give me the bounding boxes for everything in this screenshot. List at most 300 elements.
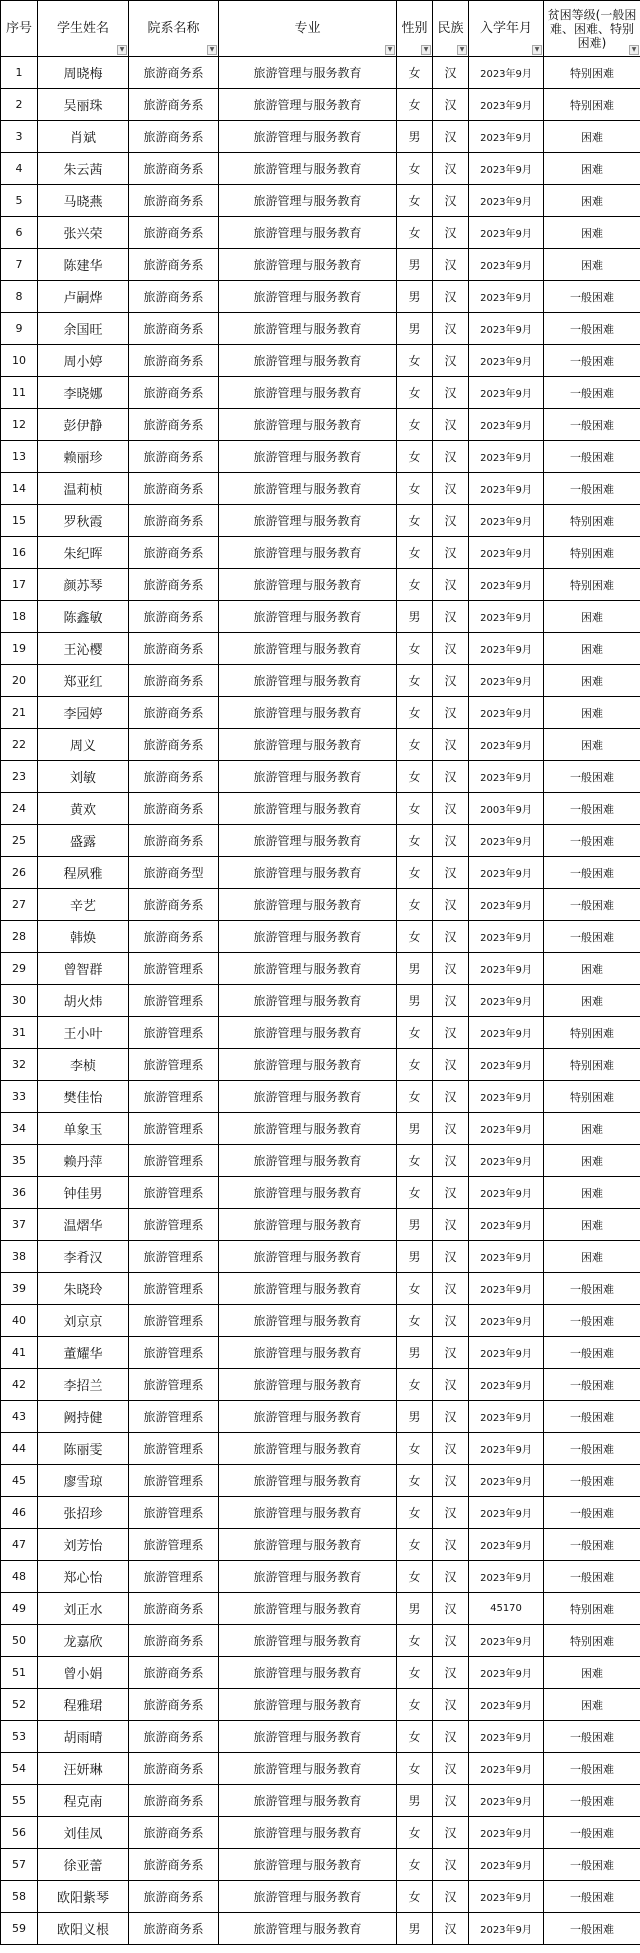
cell-department: 旅游商务系 xyxy=(129,345,219,377)
table-row xyxy=(1,569,640,601)
cell-seq: 51 xyxy=(1,1657,38,1689)
cell-gender: 男 xyxy=(397,953,433,985)
cell-ethnicity: 汉 xyxy=(433,1241,469,1273)
cell-seq: 23 xyxy=(1,761,38,793)
cell-enroll-date: 2023年9月 xyxy=(469,1785,544,1817)
cell-major: 旅游管理与服务教育 xyxy=(219,505,397,537)
table-row xyxy=(1,473,640,505)
cell-enroll-date: 2023年9月 xyxy=(469,1465,544,1497)
cell-gender: 男 xyxy=(397,313,433,345)
cell-seq: 46 xyxy=(1,1497,38,1529)
cell-student-name: 张招珍 xyxy=(38,1497,129,1529)
cell-student-name: 程夙雅 xyxy=(38,857,129,889)
cell-student-name: 汪妍琳 xyxy=(38,1753,129,1785)
cell-department: 旅游商务系 xyxy=(129,185,219,217)
cell-student-name: 胡雨晴 xyxy=(38,1721,129,1753)
cell-department: 旅游管理系 xyxy=(129,1049,219,1081)
cell-enroll-date: 2023年9月 xyxy=(469,441,544,473)
table-row xyxy=(1,1113,640,1145)
dropdown-arrow-icon[interactable]: ▼ xyxy=(117,45,127,55)
table-row xyxy=(1,889,640,921)
cell-department: 旅游管理系 xyxy=(129,1465,219,1497)
cell-student-name: 朱晓玲 xyxy=(38,1273,129,1305)
cell-department: 旅游管理系 xyxy=(129,1561,219,1593)
cell-gender: 女 xyxy=(397,1817,433,1849)
cell-ethnicity: 汉 xyxy=(433,1113,469,1145)
cell-ethnicity: 汉 xyxy=(433,505,469,537)
cell-gender: 女 xyxy=(397,505,433,537)
cell-student-name: 余国旺 xyxy=(38,313,129,345)
table-row xyxy=(1,1785,640,1817)
cell-major: 旅游管理与服务教育 xyxy=(219,1145,397,1177)
cell-seq: 42 xyxy=(1,1369,38,1401)
cell-gender: 女 xyxy=(397,1497,433,1529)
header-department[interactable] xyxy=(129,1,219,57)
table-row xyxy=(1,153,640,185)
cell-ethnicity: 汉 xyxy=(433,1561,469,1593)
cell-student-name: 程克南 xyxy=(38,1785,129,1817)
cell-student-name: 樊佳怡 xyxy=(38,1081,129,1113)
cell-poverty-level: 一般困难 xyxy=(544,825,640,857)
cell-ethnicity: 汉 xyxy=(433,1497,469,1529)
cell-major: 旅游管理与服务教育 xyxy=(219,1017,397,1049)
cell-ethnicity: 汉 xyxy=(433,121,469,153)
cell-poverty-level: 困难 xyxy=(544,1657,640,1689)
cell-major: 旅游管理与服务教育 xyxy=(219,1497,397,1529)
cell-major: 旅游管理与服务教育 xyxy=(219,281,397,313)
header-poverty-level[interactable] xyxy=(544,1,640,57)
cell-poverty-level: 一般困难 xyxy=(544,1305,640,1337)
cell-gender: 女 xyxy=(397,1625,433,1657)
cell-poverty-level: 一般困难 xyxy=(544,793,640,825)
cell-major: 旅游管理与服务教育 xyxy=(219,985,397,1017)
cell-poverty-level: 一般困难 xyxy=(544,1433,640,1465)
cell-seq: 8 xyxy=(1,281,38,313)
cell-gender: 男 xyxy=(397,1113,433,1145)
cell-ethnicity: 汉 xyxy=(433,825,469,857)
cell-poverty-level: 困难 xyxy=(544,1689,640,1721)
cell-poverty-level: 困难 xyxy=(544,697,640,729)
cell-seq: 7 xyxy=(1,249,38,281)
cell-department: 旅游商务系 xyxy=(129,697,219,729)
cell-seq: 21 xyxy=(1,697,38,729)
cell-student-name: 张兴荣 xyxy=(38,217,129,249)
cell-student-name: 李园婷 xyxy=(38,697,129,729)
cell-major: 旅游管理与服务教育 xyxy=(219,601,397,633)
cell-ethnicity: 汉 xyxy=(433,1785,469,1817)
cell-poverty-level: 困难 xyxy=(544,633,640,665)
cell-seq: 19 xyxy=(1,633,38,665)
cell-department: 旅游商务系 xyxy=(129,1657,219,1689)
header-label: 入学年月 xyxy=(479,21,532,36)
cell-student-name: 王小叶 xyxy=(38,1017,129,1049)
cell-department: 旅游商务系 xyxy=(129,921,219,953)
cell-poverty-level: 困难 xyxy=(544,953,640,985)
table-row xyxy=(1,313,640,345)
cell-poverty-level: 特别困难 xyxy=(544,89,640,121)
table-row xyxy=(1,1273,640,1305)
table-row xyxy=(1,1049,640,1081)
cell-major: 旅游管理与服务教育 xyxy=(219,1625,397,1657)
table-row xyxy=(1,1369,640,1401)
cell-seq: 47 xyxy=(1,1529,38,1561)
cell-department: 旅游商务系 xyxy=(129,1849,219,1881)
cell-enroll-date: 2023年9月 xyxy=(469,1081,544,1113)
cell-gender: 女 xyxy=(397,1657,433,1689)
table-row xyxy=(1,665,640,697)
header-gender[interactable] xyxy=(397,1,433,57)
cell-major: 旅游管理与服务教育 xyxy=(219,1593,397,1625)
cell-gender: 女 xyxy=(397,409,433,441)
cell-seq: 39 xyxy=(1,1273,38,1305)
cell-enroll-date: 2023年9月 xyxy=(469,345,544,377)
cell-seq: 18 xyxy=(1,601,38,633)
dropdown-arrow-icon[interactable]: ▼ xyxy=(421,45,431,55)
cell-seq: 55 xyxy=(1,1785,38,1817)
cell-major: 旅游管理与服务教育 xyxy=(219,1433,397,1465)
cell-gender: 女 xyxy=(397,857,433,889)
cell-seq: 5 xyxy=(1,185,38,217)
cell-ethnicity: 汉 xyxy=(433,153,469,185)
cell-ethnicity: 汉 xyxy=(433,953,469,985)
header-label: 院系名称 xyxy=(147,21,200,36)
cell-ethnicity: 汉 xyxy=(433,1177,469,1209)
cell-poverty-level: 一般困难 xyxy=(544,889,640,921)
cell-poverty-level: 一般困难 xyxy=(544,1785,640,1817)
cell-major: 旅游管理与服务教育 xyxy=(219,921,397,953)
cell-major: 旅游管理与服务教育 xyxy=(219,697,397,729)
cell-poverty-level: 一般困难 xyxy=(544,1529,640,1561)
cell-ethnicity: 汉 xyxy=(433,601,469,633)
cell-ethnicity: 汉 xyxy=(433,921,469,953)
cell-department: 旅游商务系 xyxy=(129,505,219,537)
table-row xyxy=(1,1337,640,1369)
cell-gender: 男 xyxy=(397,1785,433,1817)
table-row xyxy=(1,1625,640,1657)
cell-major: 旅游管理与服务教育 xyxy=(219,1753,397,1785)
cell-enroll-date: 2023年9月 xyxy=(469,1689,544,1721)
cell-poverty-level: 特别困难 xyxy=(544,1625,640,1657)
dropdown-arrow-icon[interactable]: ▼ xyxy=(532,45,542,55)
cell-ethnicity: 汉 xyxy=(433,249,469,281)
header-major[interactable] xyxy=(219,1,397,57)
cell-poverty-level: 一般困难 xyxy=(544,377,640,409)
cell-ethnicity: 汉 xyxy=(433,793,469,825)
cell-seq: 38 xyxy=(1,1241,38,1273)
cell-major: 旅游管理与服务教育 xyxy=(219,857,397,889)
header-label: 性别 xyxy=(401,21,428,36)
table-row xyxy=(1,57,640,89)
cell-gender: 女 xyxy=(397,1465,433,1497)
cell-department: 旅游管理系 xyxy=(129,1529,219,1561)
cell-ethnicity: 汉 xyxy=(433,1081,469,1113)
cell-student-name: 刘芳怡 xyxy=(38,1529,129,1561)
cell-gender: 男 xyxy=(397,1337,433,1369)
cell-student-name: 曾智群 xyxy=(38,953,129,985)
cell-seq: 35 xyxy=(1,1145,38,1177)
cell-major: 旅游管理与服务教育 xyxy=(219,1561,397,1593)
cell-student-name: 刘敏 xyxy=(38,761,129,793)
cell-poverty-level: 一般困难 xyxy=(544,857,640,889)
cell-major: 旅游管理与服务教育 xyxy=(219,537,397,569)
cell-ethnicity: 汉 xyxy=(433,409,469,441)
cell-enroll-date: 2023年9月 xyxy=(469,1497,544,1529)
cell-department: 旅游管理系 xyxy=(129,953,219,985)
cell-poverty-level: 一般困难 xyxy=(544,1401,640,1433)
cell-poverty-level: 特别困难 xyxy=(544,1593,640,1625)
cell-poverty-level: 困难 xyxy=(544,1209,640,1241)
cell-ethnicity: 汉 xyxy=(433,985,469,1017)
cell-enroll-date: 2023年9月 xyxy=(469,1273,544,1305)
cell-major: 旅游管理与服务教育 xyxy=(219,377,397,409)
table-row xyxy=(1,1593,640,1625)
cell-department: 旅游商务系 xyxy=(129,537,219,569)
cell-student-name: 彭伊静 xyxy=(38,409,129,441)
cell-ethnicity: 汉 xyxy=(433,441,469,473)
cell-poverty-level: 一般困难 xyxy=(544,1849,640,1881)
table-row xyxy=(1,1689,640,1721)
cell-ethnicity: 汉 xyxy=(433,313,469,345)
cell-enroll-date: 2023年9月 xyxy=(469,1721,544,1753)
cell-poverty-level: 特别困难 xyxy=(544,1017,640,1049)
cell-gender: 女 xyxy=(397,1561,433,1593)
cell-student-name: 刘京京 xyxy=(38,1305,129,1337)
cell-enroll-date: 2023年9月 xyxy=(469,1177,544,1209)
table-row xyxy=(1,1753,640,1785)
cell-student-name: 温熠华 xyxy=(38,1209,129,1241)
cell-major: 旅游管理与服务教育 xyxy=(219,57,397,89)
cell-enroll-date: 2023年9月 xyxy=(469,953,544,985)
dropdown-arrow-icon[interactable]: ▼ xyxy=(207,45,217,55)
cell-seq: 57 xyxy=(1,1849,38,1881)
cell-department: 旅游商务系 xyxy=(129,601,219,633)
cell-department: 旅游管理系 xyxy=(129,1017,219,1049)
cell-department: 旅游管理系 xyxy=(129,1177,219,1209)
cell-major: 旅游管理与服务教育 xyxy=(219,153,397,185)
cell-seq: 6 xyxy=(1,217,38,249)
cell-poverty-level: 一般困难 xyxy=(544,1369,640,1401)
cell-enroll-date: 45170 xyxy=(469,1593,544,1625)
cell-enroll-date: 2023年9月 xyxy=(469,1209,544,1241)
table-row xyxy=(1,377,640,409)
table-row xyxy=(1,409,640,441)
cell-student-name: 颜苏琴 xyxy=(38,569,129,601)
cell-major: 旅游管理与服务教育 xyxy=(219,569,397,601)
table-row xyxy=(1,249,640,281)
cell-student-name: 盛露 xyxy=(38,825,129,857)
cell-department: 旅游商务系 xyxy=(129,1785,219,1817)
cell-department: 旅游商务系 xyxy=(129,793,219,825)
cell-gender: 女 xyxy=(397,441,433,473)
cell-department: 旅游商务系 xyxy=(129,761,219,793)
cell-poverty-level: 一般困难 xyxy=(544,281,640,313)
cell-poverty-level: 特别困难 xyxy=(544,57,640,89)
cell-department: 旅游管理系 xyxy=(129,1209,219,1241)
cell-seq: 24 xyxy=(1,793,38,825)
cell-gender: 女 xyxy=(397,889,433,921)
cell-seq: 54 xyxy=(1,1753,38,1785)
cell-major: 旅游管理与服务教育 xyxy=(219,1305,397,1337)
cell-department: 旅游商务系 xyxy=(129,121,219,153)
cell-enroll-date: 2023年9月 xyxy=(469,89,544,121)
cell-seq: 20 xyxy=(1,665,38,697)
cell-department: 旅游商务系 xyxy=(129,1881,219,1913)
cell-poverty-level: 困难 xyxy=(544,1145,640,1177)
dropdown-arrow-icon[interactable]: ▼ xyxy=(457,45,467,55)
cell-ethnicity: 汉 xyxy=(433,377,469,409)
cell-enroll-date: 2023年9月 xyxy=(469,377,544,409)
cell-student-name: 董耀华 xyxy=(38,1337,129,1369)
cell-department: 旅游商务系 xyxy=(129,1817,219,1849)
cell-major: 旅游管理与服务教育 xyxy=(219,121,397,153)
cell-student-name: 黄欢 xyxy=(38,793,129,825)
cell-department: 旅游管理系 xyxy=(129,1497,219,1529)
cell-gender: 女 xyxy=(397,1689,433,1721)
cell-ethnicity: 汉 xyxy=(433,569,469,601)
cell-ethnicity: 汉 xyxy=(433,633,469,665)
cell-department: 旅游管理系 xyxy=(129,1433,219,1465)
cell-enroll-date: 2023年9月 xyxy=(469,1369,544,1401)
cell-major: 旅游管理与服务教育 xyxy=(219,345,397,377)
cell-gender: 女 xyxy=(397,1881,433,1913)
header-label: 专业 xyxy=(294,21,321,36)
cell-poverty-level: 一般困难 xyxy=(544,1817,640,1849)
cell-ethnicity: 汉 xyxy=(433,697,469,729)
header-label: 贫困等级(一般困难、困难、特别困难) xyxy=(547,7,637,50)
cell-enroll-date: 2023年9月 xyxy=(469,761,544,793)
dropdown-arrow-icon[interactable]: ▼ xyxy=(385,45,395,55)
cell-ethnicity: 汉 xyxy=(433,473,469,505)
table-row xyxy=(1,121,640,153)
cell-poverty-level: 困难 xyxy=(544,185,640,217)
cell-seq: 28 xyxy=(1,921,38,953)
header-enroll-date[interactable] xyxy=(469,1,544,57)
cell-department: 旅游商务系 xyxy=(129,153,219,185)
cell-major: 旅游管理与服务教育 xyxy=(219,1849,397,1881)
cell-enroll-date: 2023年9月 xyxy=(469,57,544,89)
header-label: 民族 xyxy=(437,21,464,36)
cell-ethnicity: 汉 xyxy=(433,1337,469,1369)
cell-gender: 女 xyxy=(397,153,433,185)
header-seq xyxy=(1,1,38,57)
header-student-name[interactable] xyxy=(38,1,129,57)
cell-seq: 15 xyxy=(1,505,38,537)
cell-gender: 女 xyxy=(397,1145,433,1177)
table-row xyxy=(1,1081,640,1113)
cell-seq: 10 xyxy=(1,345,38,377)
table-row xyxy=(1,1561,640,1593)
cell-ethnicity: 汉 xyxy=(433,1657,469,1689)
cell-poverty-level: 一般困难 xyxy=(544,1561,640,1593)
cell-gender: 女 xyxy=(397,1433,433,1465)
cell-gender: 男 xyxy=(397,1209,433,1241)
cell-poverty-level: 困难 xyxy=(544,121,640,153)
cell-gender: 女 xyxy=(397,1177,433,1209)
cell-student-name: 阙持健 xyxy=(38,1401,129,1433)
cell-gender: 女 xyxy=(397,1049,433,1081)
cell-poverty-level: 一般困难 xyxy=(544,473,640,505)
cell-ethnicity: 汉 xyxy=(433,1049,469,1081)
cell-gender: 女 xyxy=(397,825,433,857)
cell-seq: 12 xyxy=(1,409,38,441)
cell-student-name: 徐亚蕾 xyxy=(38,1849,129,1881)
cell-seq: 49 xyxy=(1,1593,38,1625)
cell-poverty-level: 一般困难 xyxy=(544,1465,640,1497)
table-row xyxy=(1,1465,640,1497)
cell-gender: 女 xyxy=(397,1721,433,1753)
cell-student-name: 周义 xyxy=(38,729,129,761)
cell-department: 旅游管理系 xyxy=(129,1273,219,1305)
header-label: 学生姓名 xyxy=(56,21,109,36)
table-row xyxy=(1,1017,640,1049)
cell-department: 旅游商务系 xyxy=(129,665,219,697)
cell-enroll-date: 2023年9月 xyxy=(469,601,544,633)
cell-department: 旅游商务系 xyxy=(129,249,219,281)
cell-seq: 59 xyxy=(1,1913,38,1945)
cell-student-name: 刘佳凤 xyxy=(38,1817,129,1849)
cell-gender: 男 xyxy=(397,281,433,313)
cell-ethnicity: 汉 xyxy=(433,1273,469,1305)
cell-gender: 女 xyxy=(397,729,433,761)
cell-student-name: 陈鑫敏 xyxy=(38,601,129,633)
cell-poverty-level: 一般困难 xyxy=(544,345,640,377)
cell-ethnicity: 汉 xyxy=(433,889,469,921)
cell-enroll-date: 2023年9月 xyxy=(469,1657,544,1689)
cell-major: 旅游管理与服务教育 xyxy=(219,1241,397,1273)
table-row xyxy=(1,505,640,537)
cell-poverty-level: 困难 xyxy=(544,217,640,249)
cell-ethnicity: 汉 xyxy=(433,1369,469,1401)
cell-seq: 33 xyxy=(1,1081,38,1113)
cell-ethnicity: 汉 xyxy=(433,1817,469,1849)
cell-major: 旅游管理与服务教育 xyxy=(219,473,397,505)
cell-gender: 女 xyxy=(397,57,433,89)
header-ethnicity[interactable] xyxy=(433,1,469,57)
cell-student-name: 吴丽珠 xyxy=(38,89,129,121)
cell-ethnicity: 汉 xyxy=(433,761,469,793)
dropdown-arrow-icon[interactable]: ▼ xyxy=(629,45,639,55)
cell-enroll-date: 2023年9月 xyxy=(469,281,544,313)
header-row xyxy=(1,1,640,57)
cell-gender: 女 xyxy=(397,89,433,121)
table-row xyxy=(1,1241,640,1273)
cell-department: 旅游商务系 xyxy=(129,1689,219,1721)
table-row xyxy=(1,985,640,1017)
cell-student-name: 胡火炜 xyxy=(38,985,129,1017)
cell-enroll-date: 2023年9月 xyxy=(469,1881,544,1913)
cell-major: 旅游管理与服务教育 xyxy=(219,1113,397,1145)
cell-poverty-level: 特别困难 xyxy=(544,537,640,569)
cell-major: 旅游管理与服务教育 xyxy=(219,89,397,121)
cell-enroll-date: 2023年9月 xyxy=(469,889,544,921)
cell-student-name: 欧阳紫琴 xyxy=(38,1881,129,1913)
cell-ethnicity: 汉 xyxy=(433,729,469,761)
cell-gender: 女 xyxy=(397,537,433,569)
cell-department: 旅游管理系 xyxy=(129,1337,219,1369)
cell-ethnicity: 汉 xyxy=(433,1145,469,1177)
cell-enroll-date: 2023年9月 xyxy=(469,921,544,953)
cell-major: 旅游管理与服务教育 xyxy=(219,1209,397,1241)
cell-seq: 16 xyxy=(1,537,38,569)
cell-student-name: 钟佳男 xyxy=(38,1177,129,1209)
cell-department: 旅游商务系 xyxy=(129,1753,219,1785)
cell-enroll-date: 2023年9月 xyxy=(469,1401,544,1433)
cell-department: 旅游商务系 xyxy=(129,281,219,313)
cell-major: 旅游管理与服务教育 xyxy=(219,1465,397,1497)
cell-poverty-level: 困难 xyxy=(544,985,640,1017)
cell-seq: 50 xyxy=(1,1625,38,1657)
cell-poverty-level: 一般困难 xyxy=(544,1913,640,1945)
